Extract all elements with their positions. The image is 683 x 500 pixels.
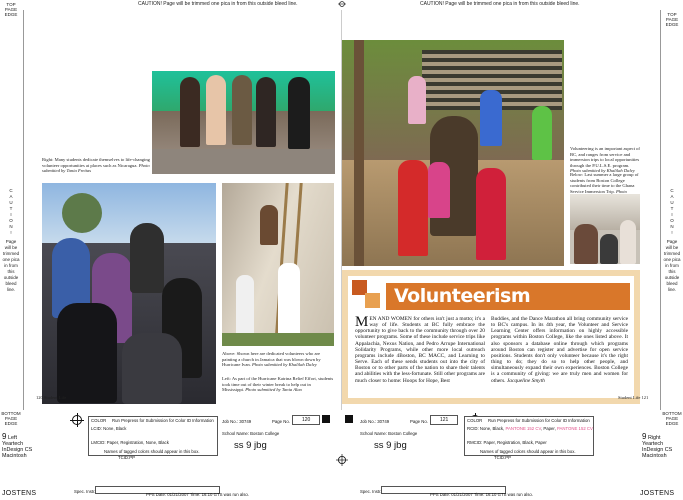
caption-volunteering: Volunteering is an important aspect of BC, and ranges from service and immersion trips to local opportunities through the P.U.L.S.E. program. Photo submitted by Khalilah Daley — [570, 146, 640, 173]
pps-left: PPS Date: 01/21/2007 Time: 16:10 GTS was run also. — [146, 492, 249, 497]
left-trim-line — [23, 10, 24, 410]
photo-mississippi-group — [42, 183, 216, 404]
school-right: School Name: Boston College — [360, 431, 418, 436]
tcid-left: TCID:PP — [118, 455, 135, 460]
tagged-left: Names of tagged colors should appear in this box. — [104, 449, 200, 454]
lmcid-left: LMCID: Paper, Registration, None, Black — [91, 440, 169, 445]
tcid-right: TCID:PP — [494, 455, 511, 460]
pageno-left: 120 — [302, 417, 311, 423]
photo-service-small — [570, 194, 640, 264]
photo-nicaragua-group — [152, 71, 335, 174]
bottom-page-edge-left: BOTTOM PAGE EDGE — [1, 411, 21, 426]
top-page-edge-right: TOP PAGE EDGE — [665, 12, 679, 27]
right-page-info: 9 Right Yeartech InDesign CS Macintosh — [642, 432, 673, 459]
caption-above: Above: Shown here are dedicated volunteers who are painting a church in Jamaica that was blown down by Hurricane Ivan. Photo submitted by Khalilah Daley — [222, 351, 321, 367]
right-trim-line — [660, 10, 661, 410]
photo-ghana-children — [342, 40, 564, 266]
feature-column-2: Buddies, and the Dance Marathon all bring community service to BC's campus. In its 4th year, the Volunteer and Service Learning Center offers information on highly accessible programs within Boston College, like the ones listed above. It also sponsors a database online through which programs around Boston can register and advertise for open service positions. Students don't only volunteer because it's the right thing to do; they do so to help other people, and simultaneously expand their own experiences. Boston College is a community of giving: we are truly men and women for others. Jacqueline Smyth — [491, 316, 628, 384]
folio-right: Student Life 121 — [618, 395, 649, 400]
feature-title: Volunteerism — [394, 285, 531, 307]
job-right: Job No.: 30749 — [360, 419, 390, 424]
prepress-title-right: Run Prepress for Submission for Color ID Information — [488, 418, 590, 423]
folio-left: 120 Student Life — [36, 395, 67, 400]
top-caution-right: CAUTION! Page will be trimmed one pica in from this outside bleed line. — [420, 1, 580, 7]
feature-author: Jacqueline Smyth — [506, 377, 545, 384]
jostens-right: JOSTENS — [640, 490, 675, 497]
pageno-label-left: Page No. — [272, 419, 290, 424]
registration-block-right-icon — [345, 415, 353, 423]
pageno-right: 121 — [440, 417, 449, 423]
center-crop-icon — [336, 453, 348, 471]
spec-right: Spec. Instr. — [360, 489, 382, 494]
top-page-edge-left: TOP PAGE EDGE — [4, 2, 18, 17]
top-caution-left: CAUTION! Page will be trimmed one pica in from this outside bleed line. — [138, 1, 298, 7]
caption-below: Below: Last summer a large group of students from Boston College contributed their time to the Ghana Service Immersion Trip. Photo — [570, 172, 639, 194]
jostens-left: JOSTENS — [2, 490, 37, 497]
pps-right: PPS Date: 01/21/2007 Time: 16:10 GTS was run also. — [430, 492, 533, 497]
registration-block-left-icon — [322, 415, 330, 423]
prepress-title-left: Run Prepress for Submission for Color ID Information — [112, 418, 214, 423]
side-caution-right: C A U T I O N ! Page will be trimmed one pica in from this outside bleed line. — [663, 188, 681, 292]
caption-left: Left: As part of the Hurricane Katrina Relief Effort, students took time out of their winter break to help out in Mississippi. Photo submitted by Tania Alao — [222, 376, 334, 392]
side-caution-left: C A U T I O N ! Page will be trimmed one pica in from this outside bleed line. — [2, 188, 20, 292]
color-label-left: COLOR — [91, 418, 107, 423]
job-left: Job No.: 30749 — [222, 419, 252, 424]
tagged-right: Names of tagged colors should appear in this box. — [480, 449, 576, 454]
decor-square-light — [365, 293, 380, 308]
crop-mark-icon — [72, 415, 82, 425]
school-left: School Name: Boston College — [222, 431, 280, 436]
lcid-left: LCID: None, Black — [91, 426, 127, 431]
feature-column-1: MEN AND WOMEN for others isn't just a motto; it's a way of life. Students at BC fully embrace the opportunity to give back to the community through over 20 volunteer programs. Some of these include service trips like Appalachia, Nexus Nation, and Pedro Arrupe International Solidarity Programs, while other more local outreach programs include 4Boston, BC MACC, and Learning to Serve. Each of these sends students out into the city of Boston or to other parts of the nation to share their talents and abilities with the less-fortunate. Still other programs are much closer to home: Hoops for Hope, Best — [355, 314, 485, 384]
bottom-page-edge-right: BOTTOM PAGE EDGE — [662, 411, 682, 426]
pageno-label-right: Page No. — [410, 419, 428, 424]
rmcid-right: RMCID: Paper, Registration, Black, Paper — [467, 440, 547, 445]
caption-right: Right: Many students dedicate themselves to life-changing volunteer opportunities at places such as Nicaragua. Photo submitted by Tania Freitas — [42, 157, 150, 173]
code-right: ss 9 jbg — [374, 440, 407, 451]
code-left: ss 9 jbg — [234, 440, 267, 451]
spec-left: Spec. Instr. — [74, 489, 96, 494]
color-label-right: COLOR — [467, 418, 483, 423]
center-registration-icon — [338, 1, 346, 9]
feature-dropcap: M — [355, 314, 369, 330]
left-page-info: 9 Left Yeartech InDesign CS Macintosh — [2, 432, 33, 459]
rcid-right: RCID: None, Black, PANTONE 152 CV, Paper, PANTONE 152 CV — [467, 426, 593, 431]
photo-jamaica-church — [222, 183, 334, 346]
